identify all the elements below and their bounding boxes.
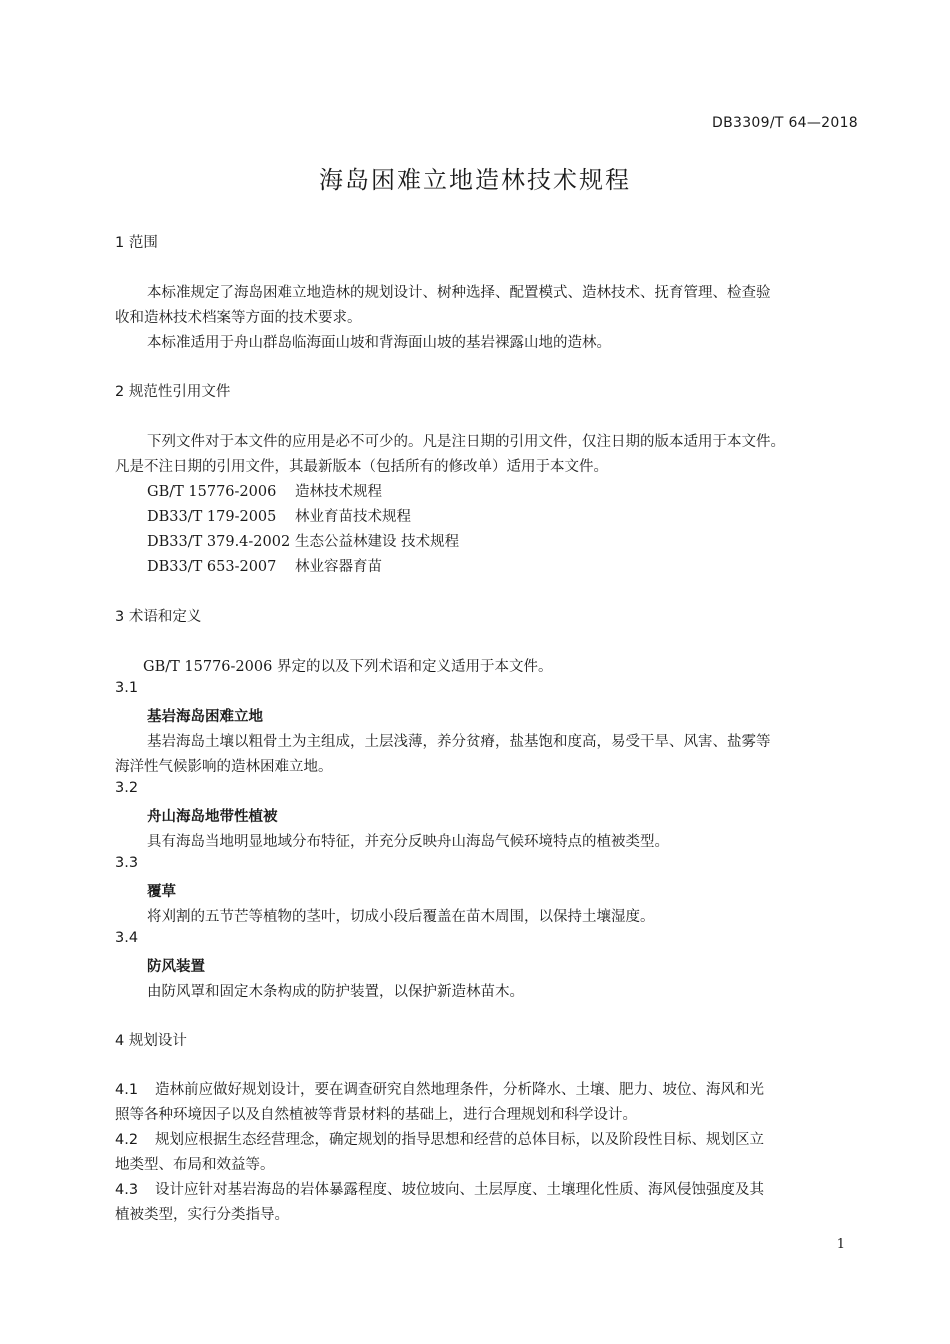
section-4-heading: 4 规划设计	[115, 1033, 187, 1049]
clause-line-2: 植被类型，实行分类指导。	[115, 1207, 289, 1223]
clause-line-1: 设计应针对基岩海岛的岩体暴露程度、坡位坡向、土层厚度、土壤理化性质、海风侵蚀强度及其	[155, 1182, 764, 1198]
term-number: 3.3	[115, 855, 139, 871]
term-definition-line-2: 海洋性气候影响的造林困难立地。	[115, 759, 333, 775]
standard-code: DB3309/T 64—2018	[712, 115, 858, 131]
section-2-paragraph-line-1: 下列文件对于本文件的应用是必不可少的。凡是注日期的引用文件，仅注日期的版本适用于本文件。	[147, 434, 785, 450]
clause-line-1: 规划应根据生态经营理念，确定规划的指导思想和经营的总体目标，以及阶段性目标、规划区立	[155, 1132, 764, 1148]
reference-code: DB33/T 379.4-2002	[147, 534, 291, 550]
page-number: 1	[836, 1237, 845, 1252]
section-1-paragraph-1-line-1: 本标准规定了海岛困难立地造林的规划设计、树种选择、配置模式、造林技术、抚育管理、检查验	[147, 285, 771, 301]
reference-item	[147, 555, 382, 576]
clause-number: 4.1	[115, 1082, 139, 1098]
term-title: 舟山海岛地带性植被	[147, 809, 278, 825]
reference-name: 造林技术规程	[295, 484, 382, 500]
reference-item	[147, 480, 382, 501]
reference-code: DB33/T 653-2007	[147, 559, 277, 575]
clause-line-2: 地类型、布局和效益等。	[115, 1157, 275, 1173]
section-2-paragraph-line-2: 凡是不注日期的引用文件，其最新版本（包括所有的修改单）适用于本文件。	[115, 459, 608, 475]
term-title: 防风装置	[147, 959, 205, 975]
section-3-heading: 3 术语和定义	[115, 609, 202, 625]
reference-code: DB33/T 179-2005	[147, 509, 277, 525]
reference-name: 林业容器育苗	[295, 559, 382, 575]
term-definition-line-1: 由防风罩和固定木条构成的防护装置，以保护新造林苗木。	[147, 984, 524, 1000]
section-2-heading: 2 规范性引用文件	[115, 384, 231, 400]
clause-line-1: 造林前应做好规划设计，要在调查研究自然地理条件，分析降水、土壤、肥力、坡位、海风和光	[155, 1082, 764, 1098]
term-definition-line-1: 基岩海岛土壤以粗骨土为主组成，土层浅薄，养分贫瘠，盐基饱和度高，易受干旱、风害、盐雾等	[147, 734, 771, 750]
term-number: 3.1	[115, 680, 139, 696]
term-definition-line-1: 具有海岛当地明显地域分布特征，并充分反映舟山海岛气候环境特点的植被类型。	[147, 834, 669, 850]
clause-line-2: 照等各种环境因子以及自然植被等背景材料的基础上，进行合理规划和科学设计。	[115, 1107, 637, 1123]
clause-item	[115, 1078, 764, 1099]
clause-number: 4.3	[115, 1182, 139, 1198]
reference-name: 林业育苗技术规程	[295, 509, 411, 525]
clause-number: 4.2	[115, 1132, 139, 1148]
term-number: 3.4	[115, 930, 139, 946]
clause-item	[115, 1128, 764, 1149]
clause-item	[115, 1178, 764, 1199]
term-title: 覆草	[147, 884, 176, 900]
section-1-paragraph-2: 本标准适用于舟山群岛临海面山坡和背海面山坡的基岩裸露山地的造林。	[147, 335, 611, 351]
term-title: 基岩海岛困难立地	[147, 709, 263, 725]
reference-name: 生态公益林建设 技术规程	[295, 534, 460, 550]
section-1-paragraph-1-line-2: 收和造林技术档案等方面的技术要求。	[115, 310, 362, 326]
term-number: 3.2	[115, 780, 139, 796]
reference-item	[147, 505, 411, 526]
section-3-intro: GB/T 15776-2006 界定的以及下列术语和定义适用于本文件。	[143, 659, 553, 675]
reference-code: GB/T 15776-2006	[147, 484, 277, 500]
page-title: 海岛困难立地造林技术规程	[319, 166, 631, 194]
term-definition-line-1: 将刈割的五节芒等植物的茎叶，切成小段后覆盖在苗木周围，以保持土壤湿度。	[147, 909, 655, 925]
section-1-heading: 1 范围	[115, 235, 158, 251]
reference-item	[147, 530, 459, 551]
